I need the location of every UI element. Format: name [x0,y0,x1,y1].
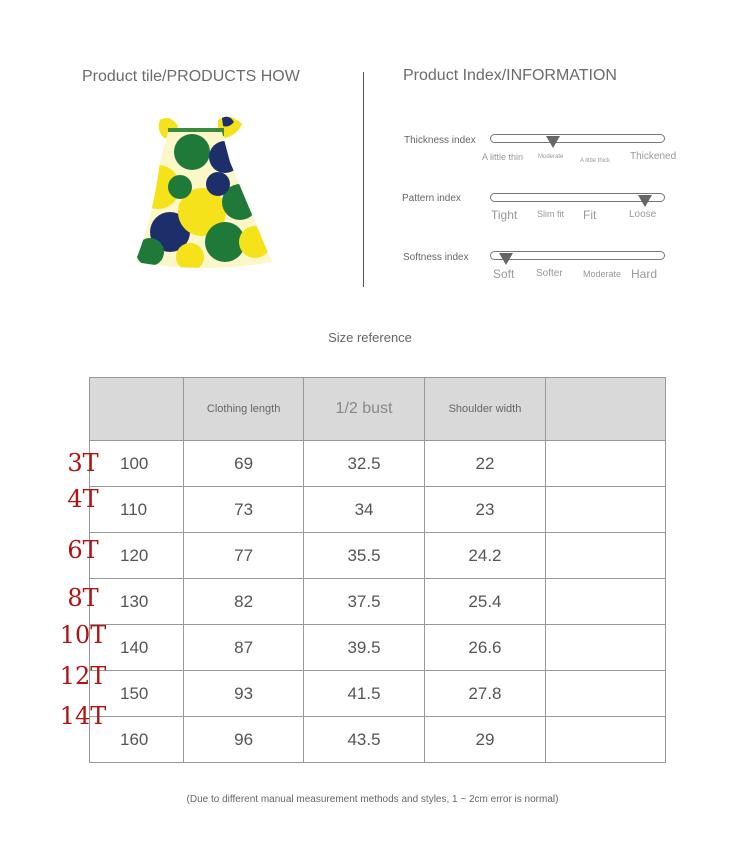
table-cell [546,671,666,717]
table-row [90,579,666,625]
table-cell: 35.5 [304,533,425,579]
table-cell [546,717,666,763]
pattern-option: Fit [583,208,597,222]
age-label: 12T [59,662,107,690]
softness-option: Softer [536,268,563,279]
age-label: 6T [67,536,99,564]
product-title-heading: Product tile/PRODUCTS HOW [82,68,300,85]
table-row [90,441,666,487]
table-cell: 37.5 [304,579,425,625]
table-cell: 27.8 [424,671,545,717]
softness-option: Hard [631,267,658,281]
size-reference-title: Size reference [328,330,412,345]
table-row [90,625,666,671]
table-cell: 87 [184,625,304,671]
thickness-option: A little thick [580,158,611,164]
table-row [90,487,666,533]
table-cell: 43.5 [304,717,425,763]
table-cell: 26.6 [424,625,545,671]
table-header-row [90,378,666,441]
product-index-heading: Product Index/INFORMATION [403,67,617,84]
softness-option: Moderate [583,269,622,279]
pattern-option: Loose [629,209,657,220]
table-row [90,671,666,717]
softness-index-track [490,251,665,260]
table-cell: 39.5 [304,625,425,671]
pattern-option: Tight [491,208,518,222]
table-cell: 23 [424,487,545,533]
softness-index-marker [499,253,513,265]
age-label: 14T [59,702,107,730]
thickness-option: Moderate [538,154,564,160]
pattern-option: Slim fit [537,209,564,219]
age-label: 8T [67,584,99,612]
thickness-index-track [490,134,665,143]
thickness-option: Thickened [630,151,677,162]
table-cell: 77 [184,533,304,579]
thickness-option: A little thin [482,152,524,162]
table-cell: 82 [184,579,304,625]
table-cell: 73 [184,487,304,533]
table-cell: 96 [184,717,304,763]
table-cell: 69 [184,441,304,487]
table-cell: 32.5 [304,441,425,487]
table-header-cell: 1/2 bust [304,378,425,441]
vertical-divider [363,72,364,287]
softness-option: Soft [493,267,515,281]
table-row [90,717,666,763]
table-header-cell [546,378,666,441]
table-cell: 140 [90,625,184,671]
table-cell: 29 [424,717,545,763]
table-cell: 25.4 [424,579,545,625]
age-label: 3T [67,449,99,477]
table-cell: 34 [304,487,425,533]
softness-index-label: Softness index [403,252,469,263]
table-cell [546,487,666,533]
table-cell: 24.2 [424,533,545,579]
table-cell [546,533,666,579]
table-header-cell [90,378,184,441]
table-cell: 22 [424,441,545,487]
dress-product-image [130,112,280,272]
table-cell: 160 [90,717,184,763]
age-label: 10T [59,621,107,649]
table-header-cell: Clothing length [184,378,304,441]
table-cell [546,579,666,625]
table-cell [546,441,666,487]
table-cell: 120 [90,533,184,579]
pattern-index-label: Pattern index [402,193,461,204]
pattern-index-marker [638,195,652,207]
measurement-note: (Due to different manual measurement methods and styles, 1 ~ 2cm error is normal) [186,794,559,805]
table-cell: 93 [184,671,304,717]
age-label: 4T [67,485,99,513]
table-header-cell: Shoulder width [424,378,545,441]
table-cell: 41.5 [304,671,425,717]
table-row [90,533,666,579]
table-cell: 150 [90,671,184,717]
table-cell: 130 [90,579,184,625]
size-table [89,377,666,763]
table-cell [546,625,666,671]
thickness-index-label: Thickness index [404,135,476,146]
thickness-index-marker [546,136,560,148]
table-cell: 100 [90,441,184,487]
table-cell: 110 [90,487,184,533]
